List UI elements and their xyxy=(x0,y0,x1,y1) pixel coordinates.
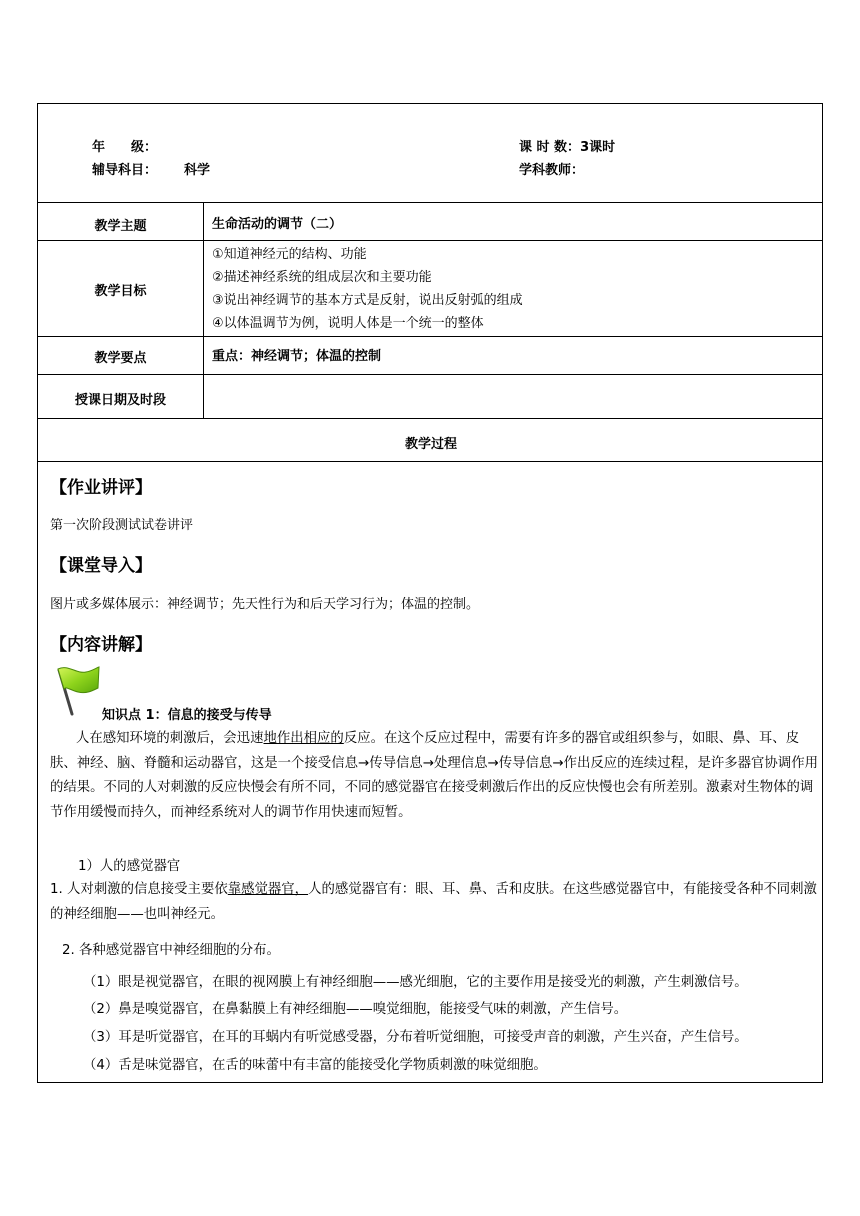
item-underlined: 靠感觉器官， xyxy=(227,882,309,897)
organ-item: （3）耳是听觉器官，在耳的耳蜗内有听觉感受器，分布着听觉细胞，可接受声音的刺激，产生兴奋，产生信号。 xyxy=(83,1030,748,1045)
keypoints-label: 教学要点 xyxy=(94,351,147,366)
hours-label-text: 课 时 数： xyxy=(519,140,581,155)
organ-item: （2）鼻是嗅觉器官，在鼻黏膜上有神经细胞——嗅觉细胞，能接受气味的刺激，产生信号。 xyxy=(83,1002,628,1017)
divider xyxy=(38,418,822,419)
divider xyxy=(38,461,822,462)
subject-label: 辅导科目： xyxy=(92,163,158,178)
goal-item: ②描述神经系统的组成层次和主要功能 xyxy=(212,270,432,285)
green-flag-icon xyxy=(50,664,102,718)
item-1 xyxy=(50,878,818,927)
organ-item: （1）眼是视觉器官，在眼的视网膜上有神经细胞——感光细胞，它的主要作用是接受光的刺激，产生刺激信号。 xyxy=(83,975,748,990)
intro-title: 【课堂导入】 xyxy=(50,556,152,576)
grade-label: 年 级： xyxy=(92,140,158,155)
teacher-label: 学科教师： xyxy=(519,163,585,178)
goals-label: 教学目标 xyxy=(94,284,147,299)
organ-item: （4）舌是味觉器官，在舌的味蕾中有丰富的能接受化学物质刺激的味觉细胞。 xyxy=(83,1058,547,1073)
divider xyxy=(38,240,822,241)
lecture-title: 【内容讲解】 xyxy=(50,635,152,655)
para-text: 反应。在这个反应过程中，需要有许多的器官或组织参与，如眼、鼻、耳、皮肤、神经、脑、脊髓和运动器官，这是一个接受信息→传导信息→处理信息→传导信息→作出反应的连续过程，是许多器官协调作用的结果。不同的人对刺激的反应快慢会有所不同，不同的感觉器官在接受刺激后作出的反应快慢也会有所差别。激素对生物体的调节作用缓慢而持久，而神经系统对人的调节作用快速而短暂。 xyxy=(50,731,818,820)
paragraph-intro xyxy=(50,727,818,825)
subheading-sense-organs: 1）人的感觉器官 xyxy=(78,859,181,874)
topic-label: 教学主题 xyxy=(94,219,147,234)
process-label: 教学过程 xyxy=(404,437,457,452)
intro-text: 图片或多媒体展示：神经调节；先天性行为和后天学习行为；体温的控制。 xyxy=(50,597,480,612)
para-text: 人在感知环境的刺激后，会迅速 xyxy=(76,731,264,746)
keypoints-value: 重点：神经调节；体温的控制 xyxy=(212,349,382,364)
divider xyxy=(38,374,822,375)
goal-item: ①知道神经元的结构、功能 xyxy=(212,247,367,262)
goal-item: ④以体温调节为例，说明人体是一个统一的整体 xyxy=(212,316,484,331)
homework-title: 【作业讲评】 xyxy=(50,478,152,498)
item-text: 1. 人对刺激的信息接受主要依 xyxy=(50,882,228,897)
item-2: 2. 各种感觉器官中神经细胞的分布。 xyxy=(62,943,280,958)
para-underlined: 地作出相应的 xyxy=(263,731,344,746)
item-text: 人的感觉器官有：眼、耳、鼻、舌和皮肤。在这些感觉器官中，有能接受各种不同刺激的神经细胞——也叫神经元。 xyxy=(50,882,817,922)
hours-value: 3课时 xyxy=(580,140,616,155)
goal-item: ③说出神经调节的基本方式是反射，说出反射弧的组成 xyxy=(212,293,523,308)
lesson-plan-sheet xyxy=(37,103,823,1083)
column-divider xyxy=(203,202,204,418)
hours-label xyxy=(519,136,615,155)
subject-value: 科学 xyxy=(184,163,211,178)
divider xyxy=(38,336,822,337)
date-label: 授课日期及时段 xyxy=(74,393,166,408)
knowledge-point-title: 知识点 1：信息的接受与传导 xyxy=(102,708,272,723)
divider xyxy=(38,202,822,203)
topic-value: 生命活动的调节（二） xyxy=(212,217,343,232)
homework-text: 第一次阶段测试试卷讲评 xyxy=(50,518,194,533)
